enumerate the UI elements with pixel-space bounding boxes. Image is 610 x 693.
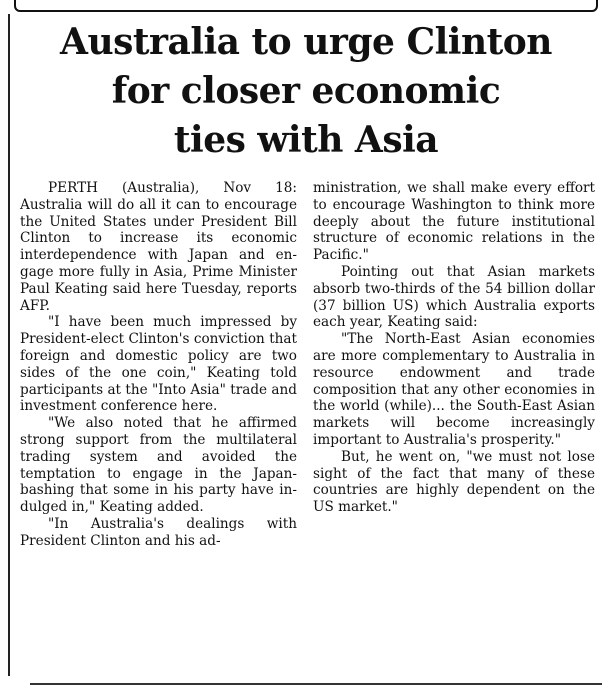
paragraph: "We also noted that he affirmed strong support from the multilateral trading system and avoided the temptation to engage in the Japan-bashing that some in his party have indulged in," Keating added. bbox=[20, 415, 297, 516]
bottom-rule bbox=[30, 683, 602, 685]
column-rule-left bbox=[8, 14, 10, 676]
paragraph: "I have been much impressed by President-elect Clinton's conviction that foreign and domestic policy are two sides of the one coin," Keating told participants at the "Into Asia" trade and investment conference here. bbox=[20, 314, 297, 415]
paragraph: Pointing out that Asian markets absorb two-thirds of the 54 billion dollar (37 billion US) which Australia exports each year, Keating said: bbox=[313, 263, 595, 331]
headline bbox=[12, 18, 600, 165]
body-column-left bbox=[20, 180, 297, 550]
headline-line-1: Australia to urge Clinton bbox=[60, 21, 552, 63]
headline-line-2: for closer economic bbox=[111, 70, 501, 112]
paragraph-dateline: PERTH (Australia), Nov 18: Australia will do all it can to encourage the United States under President Bill Clinton to increase its economic interdependence with Japan and engage more fully in Asia, Prime Minister Paul Keating said here Tuesday, reports AFP. bbox=[20, 180, 297, 314]
paragraph-quote: "The North-East Asian economies are more complementary to Australia in resource endowment and trade composition that any other economies in the world (while)... the South-East Asian markets will become increasingly important to Australia's prosperity." bbox=[313, 331, 595, 448]
preceding-article-border bbox=[14, 0, 598, 12]
headline-line-3: ties with Asia bbox=[173, 119, 439, 161]
paragraph: "In Australia's dealings with President Clinton and his ad- bbox=[20, 515, 297, 549]
paragraph: But, he went on, "we must not lose sight of the fact that many of these countries are highly dependent on the US market." bbox=[313, 448, 595, 516]
body-column-right bbox=[313, 180, 595, 516]
paragraph-continued: ministration, we shall make every effort to encourage Washington to think more deeply about the future institutional structure of economic relations in the Pacific." bbox=[313, 180, 595, 264]
